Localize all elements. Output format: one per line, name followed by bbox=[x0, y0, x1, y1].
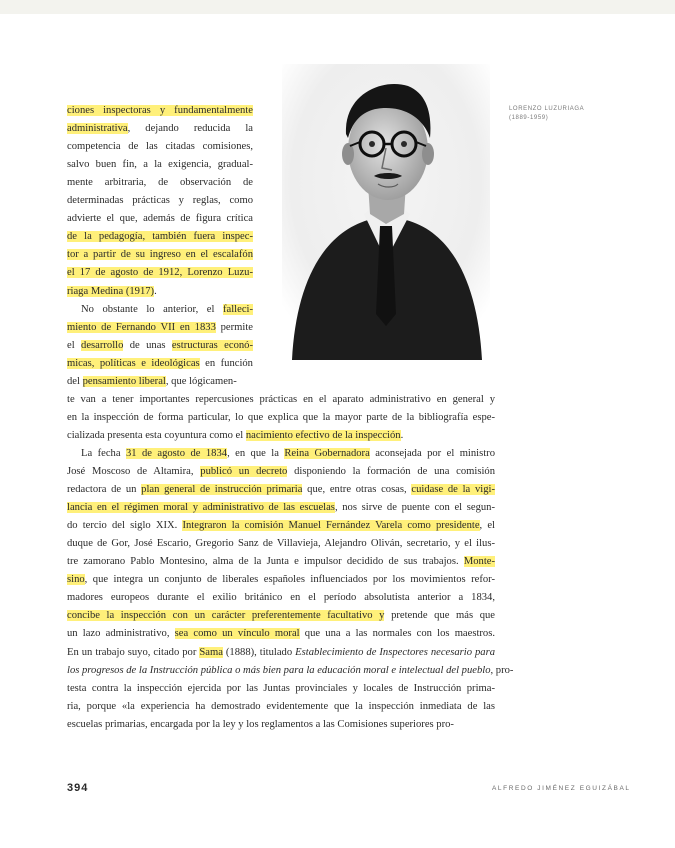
text-segment: (1888), titulado bbox=[222, 646, 296, 658]
text-segment: aconsejada por el ministro bbox=[369, 447, 496, 459]
caption-name: LORENZO LUZURIAGA bbox=[509, 106, 585, 112]
highlighted-text: miento de Fernando VII en 1833 bbox=[67, 321, 216, 333]
highlighted-text: sea como un vínculo moral bbox=[174, 628, 300, 640]
text-segment: No obstante lo anterior, el bbox=[81, 303, 223, 315]
text-segment: te van a tener importantes repercusiones prácticas en el aparato administrativo en general y bbox=[67, 393, 495, 405]
text-line bbox=[67, 429, 495, 443]
text-segment: los progresos de la Instrucción pública o más bien para la educación moral e intelectual del pueblo bbox=[67, 664, 491, 676]
text-line bbox=[67, 393, 495, 407]
caption-dates: (1889-1959) bbox=[509, 115, 549, 121]
text-segment: tre zamorano Pablo Montesino, alma de la Junta e impulsor decidido de sus trabajos. bbox=[67, 556, 464, 568]
highlighted-text: Integraron la comisión Manuel Fernández Varela como presidente bbox=[182, 520, 480, 532]
text-segment: que una a las normales con los maestros. bbox=[299, 628, 495, 640]
text-segment: , que integra un conjunto de liberales españoles influenciados por los movimientos refor- bbox=[84, 574, 495, 586]
highlighted-text: Sama bbox=[199, 646, 223, 658]
text-segment: La fecha bbox=[81, 447, 126, 459]
highlighted-text: pensamiento liberal bbox=[82, 375, 166, 387]
text-segment: permite bbox=[215, 321, 253, 333]
text-segment: , pro- bbox=[490, 664, 514, 676]
text-line bbox=[67, 194, 253, 208]
highlighted-text: Reina Gobernadora bbox=[284, 447, 370, 459]
running-head: ALFREDO JIMÉNEZ EGUIZÁBAL bbox=[492, 785, 631, 792]
highlighted-text: falleci- bbox=[223, 303, 253, 315]
text-segment: advierte el que, además de figura crítica bbox=[67, 213, 253, 225]
highlighted-text: 31 de agosto de 1834 bbox=[125, 447, 228, 459]
text-segment: cializada presenta esta coyuntura como el bbox=[67, 429, 246, 441]
text-line bbox=[67, 483, 495, 497]
text-line bbox=[67, 609, 495, 623]
highlighted-text: el 17 de agosto de 1912, Lorenzo Luzu- bbox=[67, 267, 253, 279]
text-line bbox=[67, 104, 253, 118]
text-segment: testa contra la inspección ejercida por las Juntas provinciales y locales de Instrucción prima- bbox=[67, 682, 495, 694]
photo-caption bbox=[509, 105, 584, 123]
portrait-photo bbox=[282, 64, 490, 360]
highlighted-text: Monte- bbox=[463, 556, 495, 568]
text-segment: . bbox=[154, 285, 157, 297]
highlighted-text: plan general de instrucción primaria bbox=[141, 484, 303, 496]
text-line bbox=[67, 339, 253, 353]
text-segment: mente arbitraria, de observación de bbox=[67, 177, 253, 189]
text-line bbox=[67, 230, 253, 244]
text-segment: Establecimiento de Inspectores necesario para bbox=[295, 646, 495, 658]
text-segment: , nos sirve de puente con el segun- bbox=[334, 502, 495, 514]
text-segment: , en que la bbox=[227, 447, 285, 459]
text-segment: . bbox=[400, 429, 404, 441]
text-segment: en función bbox=[199, 357, 253, 369]
text-segment: José Moscoso de Altamira, bbox=[67, 466, 201, 477]
highlighted-text: concibe la inspección con un carácter preferentemente facultativo y bbox=[67, 610, 385, 622]
text-segment: do tercio del siglo XIX. bbox=[67, 520, 183, 532]
text-line bbox=[67, 248, 253, 262]
text-segment: , dejando reducida la bbox=[127, 123, 253, 135]
highlighted-text: administrativa bbox=[67, 123, 128, 135]
text-line bbox=[67, 122, 253, 136]
text-line bbox=[67, 537, 495, 551]
text-line bbox=[67, 266, 253, 280]
text-line bbox=[67, 555, 495, 569]
highlighted-text: de la pedagogía, también fuera inspec- bbox=[67, 231, 253, 243]
text-line bbox=[67, 447, 495, 461]
text-segment: del bbox=[67, 375, 83, 387]
text-segment: escuelas primarias, encargada por la ley y los reglamentos a las Comisiones superiores pro- bbox=[67, 718, 454, 730]
text-line bbox=[67, 158, 253, 172]
text-line bbox=[67, 465, 495, 479]
page-number: 394 bbox=[67, 782, 89, 794]
text-line bbox=[67, 303, 253, 317]
text-segment: determinadas prácticas y reglas, como bbox=[67, 195, 253, 207]
highlighted-text: riaga Medina (1917) bbox=[67, 285, 155, 297]
highlighted-text: sino bbox=[67, 574, 85, 586]
text-line bbox=[67, 700, 495, 714]
text-segment: ria, porque «la experiencia ha demostrado evidentemente que la inspección inmediata de las bbox=[67, 700, 495, 712]
text-segment: disponiendo la formación de una comisión bbox=[287, 466, 495, 477]
text-line bbox=[67, 519, 495, 533]
highlighted-text: publicó un decreto bbox=[200, 466, 288, 477]
text-segment: de unas bbox=[123, 339, 172, 351]
text-segment: competencia de las citadas comisiones, bbox=[67, 141, 253, 153]
text-line bbox=[67, 591, 495, 605]
text-segment: un lazo administrativo, bbox=[67, 628, 175, 640]
text-segment: redactora de un bbox=[67, 484, 142, 496]
text-segment: , que lógicamen- bbox=[165, 375, 237, 387]
text-line bbox=[67, 664, 514, 678]
text-line bbox=[67, 321, 253, 335]
highlighted-text: ciones inspectoras y fundamentalmente bbox=[67, 105, 253, 116]
highlighted-text: estructuras econó- bbox=[171, 339, 253, 351]
highlighted-text: desarrollo bbox=[81, 339, 124, 351]
text-line bbox=[67, 501, 495, 515]
highlighted-text: tor a partir de su ingreso en el escalafón bbox=[67, 249, 253, 261]
text-line bbox=[67, 140, 253, 154]
text-line bbox=[67, 357, 253, 371]
highlighted-text: lancia en el régimen moral y administrativo de las escuelas bbox=[67, 502, 335, 514]
text-line bbox=[67, 573, 495, 587]
text-segment: pretende que más que bbox=[384, 610, 495, 622]
text-segment: madores europeos durante el exilio británico en el período absolutista anterior a 1834, bbox=[67, 592, 495, 604]
text-line bbox=[67, 285, 253, 299]
text-segment: que, entre otras cosas, bbox=[302, 484, 412, 496]
text-segment: en la inspección de forma particular, lo que explica que la mayor parte de la bibliografía espe- bbox=[67, 411, 495, 423]
highlighted-text: nacimiento efectivo de la inspección bbox=[245, 429, 401, 441]
text-line bbox=[67, 411, 495, 425]
text-line bbox=[67, 212, 253, 226]
text-segment: duque de Gor, José Escario, Gregorio Sanz de Villavieja, Alejandro Oliván, secretario, y el ilus- bbox=[67, 538, 495, 550]
text-segment: En un trabajo suyo, citado por bbox=[67, 646, 200, 658]
text-line bbox=[67, 718, 495, 732]
highlighted-text: cuidase de la vigi- bbox=[411, 484, 495, 496]
highlighted-text: micas, políticas e ideológicas bbox=[67, 357, 200, 369]
text-segment: el bbox=[67, 339, 82, 351]
text-line bbox=[67, 375, 253, 389]
text-segment: salvo buen fin, a la exigencia, gradual- bbox=[67, 159, 253, 171]
text-line bbox=[67, 627, 495, 641]
top-band bbox=[0, 0, 675, 14]
text-line bbox=[67, 176, 253, 190]
text-line bbox=[67, 646, 495, 660]
text-segment: , el bbox=[479, 520, 495, 532]
text-line bbox=[67, 682, 495, 696]
